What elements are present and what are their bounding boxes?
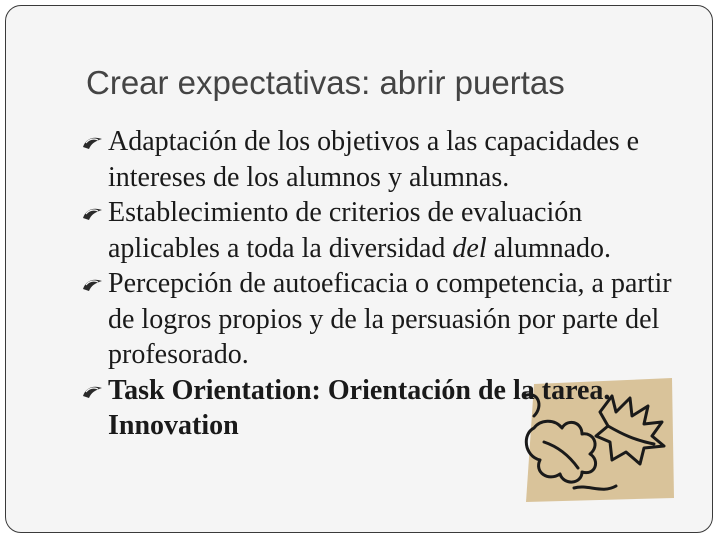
- flourish-bullet-icon: [80, 203, 106, 223]
- bullet-item: [80, 373, 680, 444]
- bullet-text-part: Establecimiento de criterios de evaluación aplicables a toda la diversidad: [108, 197, 583, 264]
- bullet-text: Adaptación de los objetivos a las capacidades e intereses de los alumnos y alumnas.: [108, 126, 640, 193]
- bullet-text: [108, 197, 611, 264]
- bullet-item: [80, 124, 680, 195]
- bullet-text: Task Orientation: Orientación de la tarea. Innovation: [108, 374, 611, 441]
- bullet-text: Percepción de autoeficacia o competencia, a partir de logros propios y de la persuasión por parte del profesorado.: [108, 268, 672, 370]
- bullet-text-part: alumnado.: [486, 232, 612, 264]
- bullet-item: [80, 195, 680, 266]
- slide-title: Crear expectativas: abrir puertas: [86, 64, 565, 101]
- bullet-item: [80, 266, 680, 373]
- flourish-bullet-icon: [80, 381, 106, 401]
- flourish-bullet-icon: [80, 274, 106, 294]
- bullet-text-emphasis: del: [452, 232, 487, 264]
- slide: [5, 5, 713, 533]
- bullet-list: [80, 124, 680, 444]
- flourish-bullet-icon: [80, 132, 106, 152]
